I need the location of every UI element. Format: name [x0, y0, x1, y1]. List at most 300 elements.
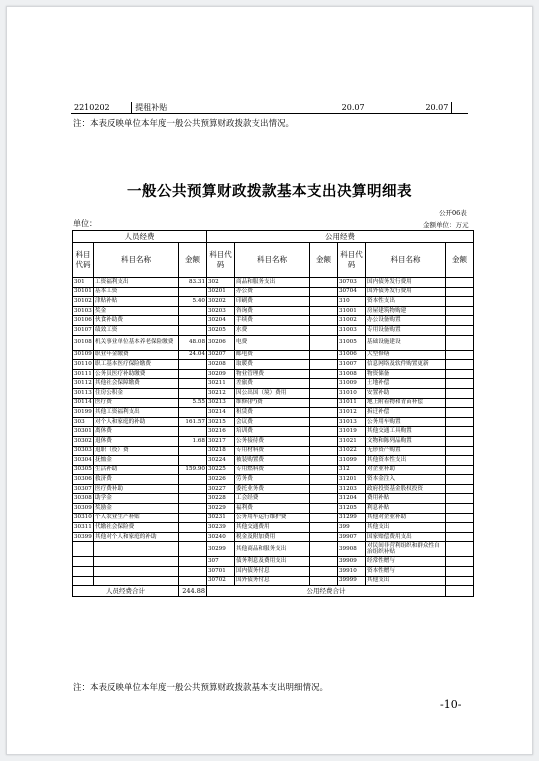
cell-name-2: 专用材料费	[235, 446, 310, 456]
cell-name-1: 绩效工资	[94, 325, 179, 335]
cell-code-3: 31022	[338, 446, 366, 456]
table-row	[73, 306, 474, 316]
cell-name-2: 公务接待费	[235, 436, 310, 446]
cell-name-1: 奖金	[94, 306, 179, 316]
cell-amount-1	[179, 567, 207, 577]
cell-code-3: 31019	[338, 427, 366, 437]
cell-code-1: 30114	[73, 398, 94, 408]
cell-amount-1: 5.55	[179, 398, 207, 408]
cell-amount-3	[446, 542, 474, 557]
cell-amount-3	[446, 513, 474, 523]
cell-code-2: 302	[207, 278, 235, 288]
cell-amount-2	[310, 504, 338, 514]
cell-amount-2	[310, 360, 338, 370]
cell-amount-3	[446, 567, 474, 577]
cell-name-2: 取暖费	[235, 360, 310, 370]
table-row	[73, 379, 474, 389]
cell-name-2: 商品和服务支出	[235, 278, 310, 288]
cell-name-1: 退休费	[94, 436, 179, 446]
cell-code-3: 31012	[338, 408, 366, 418]
cell-name-2: 国内债务付息	[235, 567, 310, 577]
cell-amount-1	[179, 388, 207, 398]
cell-amount-3	[446, 494, 474, 504]
cell-code-3: 31002	[338, 316, 366, 326]
cell-amount-2	[310, 567, 338, 577]
cell-code-3: 31005	[338, 335, 366, 350]
cell-name-1: 个人农业生产补贴	[94, 513, 179, 523]
cell-amount-3	[446, 335, 474, 350]
cell-amount-2	[310, 427, 338, 437]
cell-name-1	[94, 567, 179, 577]
cell-name-3: 安置补助	[366, 388, 446, 398]
cell-name-2: 办公费	[235, 287, 310, 297]
cell-code-3: 39908	[338, 542, 366, 557]
cell-code-3: 31010	[338, 388, 366, 398]
cell-amount-1	[179, 379, 207, 389]
cell-name-2: 国外债务付息	[235, 576, 310, 586]
cell-name-2: 公务用车运行维护费	[235, 513, 310, 523]
header-row-columns	[73, 243, 474, 278]
cell-code-3: 31007	[338, 360, 366, 370]
cell-code-2: 30202	[207, 297, 235, 307]
table-row	[73, 360, 474, 370]
cell-code-2: 30209	[207, 369, 235, 379]
cell-name-1: 对个人和家庭的补助	[94, 417, 179, 427]
cell-code-3: 31021	[338, 436, 366, 446]
cell-amount-1	[179, 532, 207, 542]
cell-amount-3	[446, 379, 474, 389]
cell-name-3: 基础设施建设	[366, 335, 446, 350]
cell-amount-2	[310, 465, 338, 475]
cell-amount-1	[179, 513, 207, 523]
cell-code-1: 301	[73, 278, 94, 288]
cell-amount-1: 1.68	[179, 436, 207, 446]
cell-amount-3	[446, 576, 474, 586]
public-header: 公用经费	[207, 231, 474, 243]
table-row	[73, 335, 474, 350]
cell-code-2: 30207	[207, 350, 235, 360]
cell-name-2: 税金及附加费用	[235, 532, 310, 542]
cell-name-1: 其他对个人和家庭的补助	[94, 532, 179, 542]
cell-name-1: 津贴补贴	[94, 297, 179, 307]
cell-code-3: 31006	[338, 350, 366, 360]
cell-code-2: 30218	[207, 446, 235, 456]
cell-code-1: 30303	[73, 446, 94, 456]
cell-amount-3	[446, 557, 474, 567]
cell-amount-2	[310, 417, 338, 427]
cell-name-1: 代缴社会保险费	[94, 523, 179, 533]
cell-code-2: 307	[207, 557, 235, 567]
cell-code-3: 39907	[338, 532, 366, 542]
cell-amount-3	[446, 446, 474, 456]
note-bottom: 注：本表反映单位本年度一般公共预算财政拨款基本支出明细情况。	[73, 683, 329, 693]
note-top: 注：本表反映单位本年度一般公共预算财政拨款支出情况。	[73, 119, 295, 129]
cell-amount-2	[310, 316, 338, 326]
cell-code-3: 310	[338, 297, 366, 307]
cell-amount-2	[310, 436, 338, 446]
cell-code-1: 30301	[73, 427, 94, 437]
table-row	[73, 446, 474, 456]
col-amount-2: 金额	[310, 243, 338, 278]
cell-amount-2	[310, 350, 338, 360]
cell-name-3: 对企业补助	[366, 465, 446, 475]
cell-code-1	[73, 542, 94, 557]
cell-name-1: 助学金	[94, 494, 179, 504]
table-row	[73, 567, 474, 577]
cell-name-3: 物资储备	[366, 369, 446, 379]
cell-amount-2	[310, 475, 338, 485]
cell-name-2: 邮电费	[235, 350, 310, 360]
cell-code-2: 30205	[207, 325, 235, 335]
cell-amount-1	[179, 427, 207, 437]
cell-code-2: 30201	[207, 287, 235, 297]
cell-name-2: 委托业务费	[235, 484, 310, 494]
cell-name-2: 维修(护)费	[235, 398, 310, 408]
cell-code-1: 30304	[73, 456, 94, 466]
cell-name-1: 伙食补助费	[94, 316, 179, 326]
cell-amount-3	[446, 388, 474, 398]
table-row	[73, 504, 474, 514]
cell-name-1: 抚恤金	[94, 456, 179, 466]
cell-code-3: 31299	[338, 513, 366, 523]
cell-amount-2	[310, 557, 338, 567]
cell-name-2: 培训费	[235, 427, 310, 437]
cell-amount-2	[310, 388, 338, 398]
cell-name-2: 物业管理费	[235, 369, 310, 379]
cell-name-3: 国内债务发行费用	[366, 278, 446, 288]
cell-amount-1	[179, 306, 207, 316]
cell-code-1: 30306	[73, 475, 94, 485]
cell-code-1: 30310	[73, 513, 94, 523]
cell-code-2: 30216	[207, 427, 235, 437]
cell-code-1: 30101	[73, 287, 94, 297]
cell-amount-3	[446, 465, 474, 475]
cell-name-1: 医疗费补助	[94, 484, 179, 494]
cell-name-1	[94, 576, 179, 586]
page-title: 一般公共预算财政拨款基本支出决算明细表	[127, 183, 412, 200]
table-row	[73, 325, 474, 335]
cell-code-3: 31011	[338, 398, 366, 408]
cell-name-2: 被装购置费	[235, 456, 310, 466]
totals-row	[73, 586, 474, 597]
cell-code-1: 30308	[73, 494, 94, 504]
table-row	[73, 408, 474, 418]
cell-name-3: 利息补贴	[366, 504, 446, 514]
cell-amount-1	[179, 504, 207, 514]
cell-code-1: 30110	[73, 360, 94, 370]
table-row	[73, 523, 474, 533]
col-amount-1: 金额	[179, 243, 207, 278]
cell-name-1: 退职（役）费	[94, 446, 179, 456]
cell-amount-3	[446, 504, 474, 514]
cell-amount-2	[310, 325, 338, 335]
cell-amount-3	[446, 456, 474, 466]
cell-code-2: 30213	[207, 398, 235, 408]
form-number: 公开06表	[439, 209, 467, 217]
cell-code-2: 30214	[207, 408, 235, 418]
cell-amount-1	[179, 557, 207, 567]
cell-name-1: 机关事业单位基本养老保险缴费	[94, 335, 179, 350]
cell-name-3: 其他支出	[366, 523, 446, 533]
unit-label: 单位：	[73, 219, 97, 228]
cell-name-2: 其他交通费用	[235, 523, 310, 533]
table-row	[73, 417, 474, 427]
cell-name-1: 住房公积金	[94, 388, 179, 398]
previous-table-last-row	[71, 102, 468, 114]
cell-amount-1	[179, 369, 207, 379]
table-row	[73, 388, 474, 398]
cell-amount-3	[446, 287, 474, 297]
cell-code-1: 303	[73, 417, 94, 427]
cell-amount-2	[310, 287, 338, 297]
cell-code-1: 30307	[73, 484, 94, 494]
cell-name-2: 手续费	[235, 316, 310, 326]
cell-name-3: 土地补偿	[366, 379, 446, 389]
cell-amount-1	[179, 523, 207, 533]
cell-amount-1	[179, 325, 207, 335]
cell-name-2: 劳务费	[235, 475, 310, 485]
cell-name-3: 大型修缮	[366, 350, 446, 360]
cell-code-1: 30111	[73, 369, 94, 379]
cell-name-3: 费用补贴	[366, 494, 446, 504]
public-total-value	[446, 586, 474, 597]
public-total-label: 公用经费合计	[207, 586, 446, 597]
cell-code-3: 399	[338, 523, 366, 533]
cell-amount-2	[310, 335, 338, 350]
amount-unit: 金额单位：万元	[423, 221, 469, 229]
row-name: 提租补贴	[132, 102, 265, 114]
cell-amount-2	[310, 369, 338, 379]
cell-name-3: 地上附着物和青苗补偿	[366, 398, 446, 408]
cell-amount-3	[446, 475, 474, 485]
cell-code-2: 30240	[207, 532, 235, 542]
cell-amount-2	[310, 306, 338, 316]
cell-amount-1	[179, 484, 207, 494]
table-row	[73, 436, 474, 446]
cell-amount-3	[446, 427, 474, 437]
cell-code-3: 31204	[338, 494, 366, 504]
cell-amount-2	[310, 576, 338, 586]
cell-code-2: 30208	[207, 360, 235, 370]
cell-amount-2	[310, 513, 338, 523]
cell-code-2: 30226	[207, 475, 235, 485]
cell-amount-1: 24.04	[179, 350, 207, 360]
cell-amount-1	[179, 287, 207, 297]
cell-code-2: 30217	[207, 436, 235, 446]
col-name-2: 科目名称	[235, 243, 310, 278]
table-row	[73, 398, 474, 408]
cell-name-3: 经常性赠与	[366, 557, 446, 567]
cell-name-1: 离休费	[94, 427, 179, 437]
cell-code-3: 30703	[338, 278, 366, 288]
cell-code-1	[73, 567, 94, 577]
table-row	[73, 542, 474, 557]
cell-code-1: 30109	[73, 350, 94, 360]
cell-code-2: 30231	[207, 513, 235, 523]
table-row	[73, 456, 474, 466]
cell-code-1: 30309	[73, 504, 94, 514]
cell-code-1: 30302	[73, 436, 94, 446]
cell-code-3: 312	[338, 465, 366, 475]
personnel-total-label: 人员经费合计	[73, 586, 179, 597]
cell-amount-3	[446, 417, 474, 427]
cell-name-1: 公务员医疗补助缴费	[94, 369, 179, 379]
cell-name-1: 其他社会保障缴费	[94, 379, 179, 389]
cell-amount-2	[310, 446, 338, 456]
cell-amount-3	[446, 350, 474, 360]
table-row	[73, 557, 474, 567]
cell-name-1: 救济费	[94, 475, 179, 485]
cell-name-2: 差旅费	[235, 379, 310, 389]
cell-amount-2	[310, 278, 338, 288]
cell-code-2: 30204	[207, 316, 235, 326]
cell-amount-1: 5.40	[179, 297, 207, 307]
cell-code-3: 31009	[338, 379, 366, 389]
col-name-3: 科目名称	[366, 243, 446, 278]
cell-name-3: 拆迁补偿	[366, 408, 446, 418]
cell-code-1: 30113	[73, 388, 94, 398]
cell-amount-3	[446, 297, 474, 307]
cell-code-2: 30227	[207, 484, 235, 494]
cell-code-3: 31099	[338, 456, 366, 466]
cell-name-1: 医疗费	[94, 398, 179, 408]
cell-amount-2	[310, 532, 338, 542]
cell-code-2: 30228	[207, 494, 235, 504]
cell-amount-2	[310, 494, 338, 504]
cell-amount-1: 83.31	[179, 278, 207, 288]
cell-code-1: 30311	[73, 523, 94, 533]
cell-name-1: 职业年金缴费	[94, 350, 179, 360]
cell-amount-1	[179, 446, 207, 456]
col-code-3: 科目代码	[338, 243, 366, 278]
cell-name-3: 对民间非营利组织和群众性自治组织补贴	[366, 542, 446, 557]
cell-code-2: 30702	[207, 576, 235, 586]
table-row	[73, 465, 474, 475]
table-row	[73, 278, 474, 288]
table-body	[73, 278, 474, 586]
cell-code-2: 30212	[207, 388, 235, 398]
cell-name-3: 其他支出	[366, 576, 446, 586]
cell-amount-1	[179, 542, 207, 557]
cell-amount-3	[446, 523, 474, 533]
table-row	[73, 427, 474, 437]
col-name-1: 科目名称	[94, 243, 179, 278]
cell-name-2: 因公出国（境）费用	[235, 388, 310, 398]
cell-code-1: 30199	[73, 408, 94, 418]
cell-name-1	[94, 557, 179, 567]
cell-code-1: 30305	[73, 465, 94, 475]
cell-name-3: 其他资本性支出	[366, 456, 446, 466]
cell-code-3: 31201	[338, 475, 366, 485]
cell-code-2: 30211	[207, 379, 235, 389]
row-tail	[452, 102, 468, 114]
cell-amount-3	[446, 325, 474, 335]
cell-amount-3	[446, 532, 474, 542]
cell-amount-1	[179, 576, 207, 586]
table-row	[73, 316, 474, 326]
cell-name-1: 基本工资	[94, 287, 179, 297]
col-code-1: 科目代码	[73, 243, 94, 278]
row-code: 2210202	[71, 102, 132, 114]
cell-name-3: 专用设备购置	[366, 325, 446, 335]
cell-code-2: 30229	[207, 504, 235, 514]
cell-amount-1	[179, 360, 207, 370]
cell-code-1: 30108	[73, 335, 94, 350]
cell-amount-2	[310, 456, 338, 466]
cell-name-2: 咨询费	[235, 306, 310, 316]
cell-code-1: 30112	[73, 379, 94, 389]
cell-name-2: 福利费	[235, 504, 310, 514]
cell-name-3: 其他对企业补助	[366, 513, 446, 523]
cell-code-1: 30103	[73, 306, 94, 316]
cell-name-3: 政府投资基金股权投资	[366, 484, 446, 494]
cell-code-2: 30225	[207, 465, 235, 475]
cell-amount-3	[446, 316, 474, 326]
cell-name-2: 债务利息及费用支出	[235, 557, 310, 567]
cell-name-2: 水费	[235, 325, 310, 335]
cell-name-1: 工资福利支出	[94, 278, 179, 288]
cell-name-2: 专用燃料费	[235, 465, 310, 475]
cell-code-3: 31001	[338, 306, 366, 316]
cell-code-3: 39999	[338, 576, 366, 586]
cell-code-1: 30399	[73, 532, 94, 542]
cell-code-3: 31008	[338, 369, 366, 379]
cell-code-2: 30239	[207, 523, 235, 533]
cell-code-3: 31203	[338, 484, 366, 494]
table-row	[73, 484, 474, 494]
cell-name-2: 其他商品和服务支出	[235, 542, 310, 557]
table-row	[73, 532, 474, 542]
table-row	[73, 513, 474, 523]
cell-name-3: 办公设备购置	[366, 316, 446, 326]
cell-name-3: 资本性赠与	[366, 567, 446, 577]
cell-code-2: 30203	[207, 306, 235, 316]
cell-amount-1	[179, 408, 207, 418]
cell-amount-2	[310, 542, 338, 557]
cell-amount-2	[310, 379, 338, 389]
row-value-1: 20.07	[265, 102, 368, 114]
cell-amount-2	[310, 484, 338, 494]
cell-name-3: 文物和陈列品购置	[366, 436, 446, 446]
cell-code-3: 39910	[338, 567, 366, 577]
cell-code-2: 30701	[207, 567, 235, 577]
cell-amount-2	[310, 297, 338, 307]
cell-name-2: 工会经费	[235, 494, 310, 504]
table-row	[73, 297, 474, 307]
cell-code-2: 30206	[207, 335, 235, 350]
cell-name-3: 资本金注入	[366, 475, 446, 485]
cell-amount-3	[446, 436, 474, 446]
personnel-total-value: 244.88	[179, 586, 207, 597]
cell-amount-1	[179, 316, 207, 326]
cell-name-3: 国家赔偿费用支出	[366, 532, 446, 542]
cell-name-3: 资本性支出	[366, 297, 446, 307]
table-row	[73, 494, 474, 504]
cell-name-2: 电费	[235, 335, 310, 350]
cell-name-2: 印刷费	[235, 297, 310, 307]
cell-name-3: 房屋建筑物购建	[366, 306, 446, 316]
col-amount-3: 金额	[446, 243, 474, 278]
cell-code-2: 30224	[207, 456, 235, 466]
cell-name-3: 公务用车购置	[366, 417, 446, 427]
cell-amount-3	[446, 408, 474, 418]
expenditure-detail-table	[72, 230, 474, 597]
cell-code-2: 30215	[207, 417, 235, 427]
cell-name-1	[94, 542, 179, 557]
cell-code-1: 30106	[73, 316, 94, 326]
cell-code-3: 31205	[338, 504, 366, 514]
cell-code-1: 30102	[73, 297, 94, 307]
